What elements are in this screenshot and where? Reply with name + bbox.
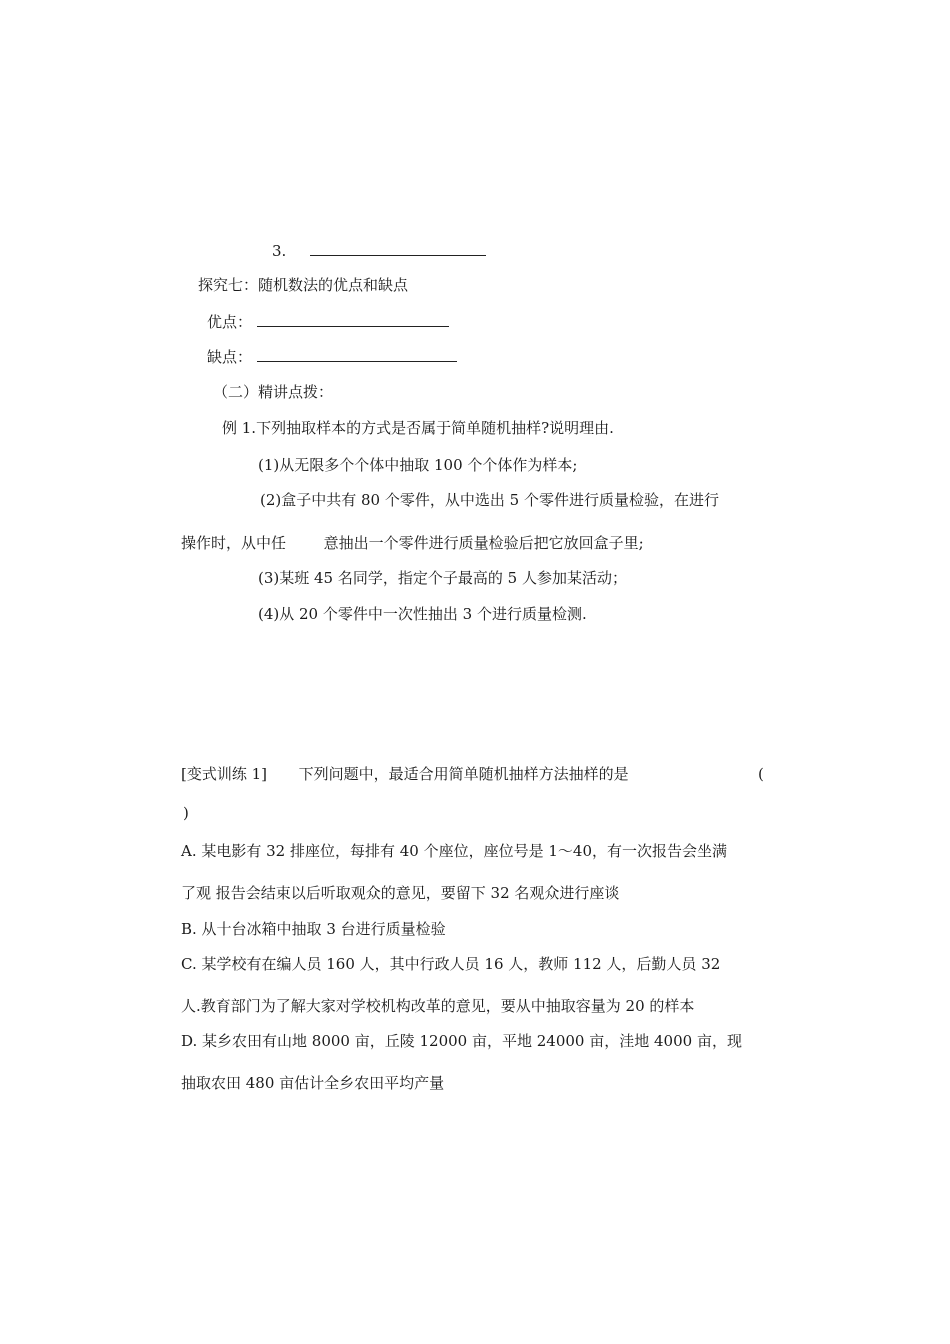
option-c-line1: C. 某学校有在编人员 160 人，其中行政人员 16 人，教师 112 人，后勤人员 32 [181, 955, 721, 973]
example1-item2-line1: (2)盒子中共有 80 个零件，从中选出 5 个零件进行质量检验，在进行 [260, 491, 719, 509]
cons-row [207, 346, 457, 367]
example1-item3: (3)某班 45 名同学，指定个子最高的 5 人参加某活动； [258, 569, 627, 587]
item-3-answer-blank[interactable] [310, 240, 486, 256]
example1-question: 例 1.下列抽取样本的方式是否属于简单随机抽样?说明理由. [222, 419, 614, 437]
cons-answer-blank[interactable] [257, 346, 457, 362]
example1-item2-line2b: 意抽出一个零件进行质量检验后把它放回盒子里; [323, 534, 644, 552]
answer-paren-close: ) [183, 804, 189, 822]
variant1-question: 下列问题中，最适合用简单随机抽样方法抽样的是 [298, 765, 629, 783]
cons-label: 缺点： [207, 348, 253, 366]
pros-answer-blank[interactable] [257, 311, 449, 327]
explore7-title: 探究七：随机数法的优点和缺点 [198, 276, 409, 294]
item-3-row [272, 240, 486, 261]
variant1-header [181, 764, 629, 784]
example1-item2-line2a: 操作时，从中任 [181, 534, 287, 552]
option-d-line2: 抽取农田 480 亩估计全乡农田平均产量 [181, 1074, 445, 1092]
option-c-line2: 人.教育部门为了解大家对学校机构改革的意见，要从中抽取容量为 20 的样本 [181, 997, 695, 1015]
pros-label: 优点： [207, 313, 253, 331]
example1-item2-line2 [181, 533, 644, 553]
item-3-number: 3. [272, 242, 287, 260]
option-d-line1: D. 某乡农田有山地 8000 亩，丘陵 12000 亩，平地 24000 亩，洼地 4000 亩，现 [181, 1032, 742, 1050]
option-a-line1: A. 某电影有 32 排座位，每排有 40 个座位，座位号是 1～40，有一次报告会坐满 [181, 842, 728, 860]
option-a-line2: 了观 报告会结束以后听取观众的意见，要留下 32 名观众进行座谈 [181, 884, 620, 902]
answer-paren-open: ( [758, 765, 764, 783]
option-b: B. 从十台冰箱中抽取 3 台进行质量检验 [181, 920, 446, 938]
pros-row [207, 311, 449, 332]
section2-title: （二）精讲点拨： [213, 383, 334, 401]
example1-item4: (4)从 20 个零件中一次性抽出 3 个进行质量检测. [258, 605, 587, 623]
example1-item1: (1)从无限多个个体中抽取 100 个个体作为样本; [258, 456, 578, 474]
variant1-title: [变式训练 1] [181, 765, 268, 783]
